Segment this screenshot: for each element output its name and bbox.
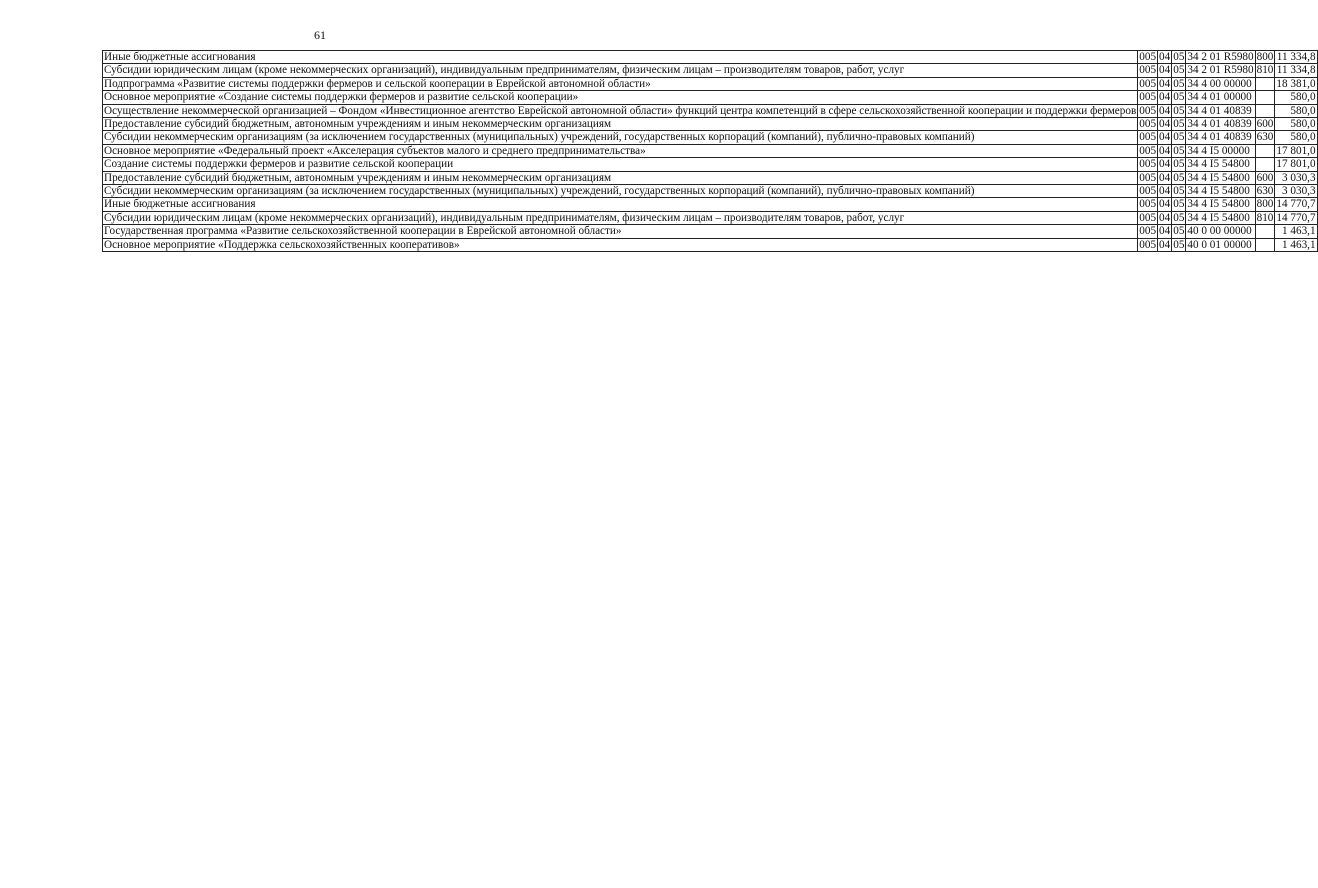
table-row bbox=[103, 91, 1318, 104]
target-article-code: 34 4 01 40839 bbox=[1186, 118, 1255, 131]
expense-type-code bbox=[1255, 77, 1275, 90]
ministry-code: 005 bbox=[1139, 225, 1157, 238]
ministry-code: 005 bbox=[1139, 144, 1157, 157]
target-article-code: 34 4 01 00000 bbox=[1186, 91, 1255, 104]
row-description: Основное мероприятие «Поддержка сельскохозяйственных кооперативов» bbox=[103, 238, 1138, 251]
amount: 3 030,3 bbox=[1275, 185, 1317, 198]
target-article-code: 40 0 00 00000 bbox=[1186, 225, 1255, 238]
subsection-code: 05 bbox=[1173, 118, 1185, 131]
expense-type-code: 810 bbox=[1256, 211, 1274, 224]
table-row bbox=[103, 198, 1318, 211]
page-number: 61 bbox=[314, 28, 326, 42]
expense-type-code: 630 bbox=[1256, 131, 1274, 144]
section-code: 04 bbox=[1159, 225, 1171, 238]
budget-table-body bbox=[103, 51, 1318, 252]
amount: 580,0 bbox=[1275, 131, 1317, 144]
section-code: 04 bbox=[1159, 91, 1171, 104]
budget-table bbox=[102, 50, 1318, 252]
table-row bbox=[103, 171, 1318, 184]
ministry-code: 005 bbox=[1139, 158, 1157, 171]
table-row bbox=[103, 185, 1318, 198]
table-row bbox=[103, 211, 1318, 224]
row-description: Предоставление субсидий бюджетным, автономным учреждениям и иным некоммерческим организациям bbox=[103, 171, 1138, 184]
ministry-code: 005 bbox=[1139, 64, 1157, 77]
section-code: 04 bbox=[1159, 144, 1171, 157]
target-article-code: 34 4 01 40839 bbox=[1186, 104, 1255, 117]
ministry-code: 005 bbox=[1139, 51, 1157, 63]
subsection-code: 05 bbox=[1173, 158, 1185, 171]
amount: 17 801,0 bbox=[1276, 158, 1316, 171]
section-code: 04 bbox=[1159, 104, 1171, 117]
table-row bbox=[103, 104, 1318, 117]
section-code: 04 bbox=[1159, 51, 1171, 63]
table-row bbox=[103, 64, 1318, 77]
section-code: 04 bbox=[1159, 171, 1171, 184]
target-article-code: 34 4 I5 54800 bbox=[1186, 171, 1255, 184]
row-description: Субсидии некоммерческим организациям (за исключением государственных (муниципальных) учреждений, государственных корпораций (компаний), публично-правовых компаний) bbox=[103, 131, 1138, 144]
table-row bbox=[103, 144, 1318, 157]
table-row bbox=[103, 158, 1318, 171]
table-row bbox=[103, 225, 1318, 238]
ministry-code: 005 bbox=[1139, 185, 1157, 198]
ministry-code: 005 bbox=[1139, 104, 1157, 117]
expense-type-code bbox=[1255, 91, 1275, 104]
subsection-code: 05 bbox=[1173, 131, 1185, 144]
row-description: Иные бюджетные ассигнования bbox=[103, 51, 1138, 64]
subsection-code: 05 bbox=[1173, 104, 1185, 117]
ministry-code: 005 bbox=[1139, 77, 1157, 90]
subsection-code: 05 bbox=[1173, 211, 1185, 224]
ministry-code: 005 bbox=[1139, 118, 1157, 131]
row-description: Иные бюджетные ассигнования bbox=[103, 198, 1138, 211]
target-article-code: 34 2 01 R5980 bbox=[1187, 64, 1254, 77]
expense-type-code bbox=[1255, 158, 1275, 171]
section-code: 04 bbox=[1159, 64, 1171, 77]
amount: 18 381,0 bbox=[1276, 77, 1316, 90]
ministry-code: 005 bbox=[1139, 211, 1157, 224]
target-article-code: 40 0 01 00000 bbox=[1186, 238, 1255, 251]
subsection-code: 05 bbox=[1173, 171, 1185, 184]
expense-type-code: 810 bbox=[1256, 64, 1274, 77]
amount: 14 770,7 bbox=[1276, 211, 1316, 224]
row-description: Субсидии юридическим лицам (кроме некоммерческих организаций), индивидуальным предпринимателям, физическим лицам – производителям товаров, работ, услуг bbox=[103, 64, 1138, 77]
expense-type-code: 600 bbox=[1256, 118, 1274, 131]
ministry-code: 005 bbox=[1139, 91, 1157, 104]
row-description: Основное мероприятие «Федеральный проект «Акселерация субъектов малого и среднего предпринимательства» bbox=[103, 144, 1138, 157]
target-article-code: 34 4 I5 54800 bbox=[1186, 185, 1255, 198]
section-code: 04 bbox=[1159, 198, 1171, 211]
amount: 11 334,8 bbox=[1276, 51, 1316, 63]
expense-type-code: 600 bbox=[1256, 171, 1274, 184]
section-code: 04 bbox=[1159, 211, 1171, 224]
ministry-code: 005 bbox=[1139, 131, 1157, 144]
target-article-code: 34 4 00 00000 bbox=[1186, 77, 1255, 90]
row-description: Создание системы поддержки фермеров и развитие сельской кооперации bbox=[103, 158, 1138, 171]
table-row bbox=[103, 51, 1318, 64]
target-article-code: 34 4 I5 00000 bbox=[1186, 144, 1255, 157]
subsection-code: 05 bbox=[1173, 198, 1185, 211]
subsection-code: 05 bbox=[1173, 185, 1185, 198]
table-row bbox=[103, 238, 1318, 251]
amount: 580,0 bbox=[1275, 104, 1317, 117]
section-code: 04 bbox=[1159, 158, 1171, 171]
expense-type-code: 800 bbox=[1256, 51, 1274, 63]
subsection-code: 05 bbox=[1173, 51, 1185, 63]
row-description: Подпрограмма «Развитие системы поддержки фермеров и сельской кооперации в Еврейской автономной области» bbox=[103, 77, 1138, 90]
amount: 580,0 bbox=[1275, 91, 1317, 104]
amount: 17 801,0 bbox=[1276, 144, 1316, 157]
table-row bbox=[103, 77, 1318, 90]
row-description: Осуществление некоммерческой организацией – Фондом «Инвестиционное агентство Еврейской автономной области» функций центра компетенций в сфере сельскохозяйственной кооперации и поддержки фермеров bbox=[104, 104, 1137, 117]
expense-type-code bbox=[1255, 104, 1275, 117]
target-article-code: 34 4 I5 54800 bbox=[1186, 198, 1255, 211]
row-description: Предоставление субсидий бюджетным, автономным учреждениям и иным некоммерческим организациям bbox=[103, 118, 1138, 131]
expense-type-code: 800 bbox=[1256, 198, 1274, 211]
subsection-code: 05 bbox=[1173, 225, 1185, 238]
section-code: 04 bbox=[1159, 77, 1171, 90]
row-description: Государственная программа «Развитие сельскохозяйственной кооперации в Еврейской автономной области» bbox=[103, 225, 1138, 238]
amount: 3 030,3 bbox=[1275, 171, 1317, 184]
amount: 580,0 bbox=[1275, 118, 1317, 131]
expense-type-code: 630 bbox=[1256, 185, 1274, 198]
amount: 1 463,1 bbox=[1275, 225, 1317, 238]
expense-type-code bbox=[1255, 225, 1275, 238]
expense-type-code bbox=[1255, 144, 1275, 157]
ministry-code: 005 bbox=[1139, 238, 1157, 251]
target-article-code: 34 4 I5 54800 bbox=[1186, 211, 1255, 224]
section-code: 04 bbox=[1159, 185, 1171, 198]
section-code: 04 bbox=[1159, 118, 1171, 131]
ministry-code: 005 bbox=[1139, 198, 1157, 211]
subsection-code: 05 bbox=[1173, 91, 1185, 104]
amount: 11 334,8 bbox=[1276, 64, 1316, 77]
subsection-code: 05 bbox=[1173, 238, 1185, 251]
table-row bbox=[103, 131, 1318, 144]
target-article-code: 34 4 01 40839 bbox=[1186, 131, 1255, 144]
amount: 14 770,7 bbox=[1276, 198, 1316, 211]
amount: 1 463,1 bbox=[1275, 238, 1317, 251]
subsection-code: 05 bbox=[1173, 77, 1185, 90]
section-code: 04 bbox=[1159, 131, 1171, 144]
target-article-code: 34 2 01 R5980 bbox=[1187, 51, 1254, 63]
subsection-code: 05 bbox=[1173, 64, 1185, 77]
table-row bbox=[103, 118, 1318, 131]
target-article-code: 34 4 I5 54800 bbox=[1186, 158, 1255, 171]
subsection-code: 05 bbox=[1173, 144, 1185, 157]
expense-type-code bbox=[1255, 238, 1275, 251]
ministry-code: 005 bbox=[1139, 171, 1157, 184]
row-description: Субсидии юридическим лицам (кроме некоммерческих организаций), индивидуальным предпринимателям, физическим лицам – производителям товаров, работ, услуг bbox=[103, 211, 1138, 224]
section-code: 04 bbox=[1159, 238, 1171, 251]
row-description: Основное мероприятие «Создание системы поддержки фермеров и развитие сельской кооперации» bbox=[103, 91, 1138, 104]
row-description: Субсидии некоммерческим организациям (за исключением государственных (муниципальных) учреждений, государственных корпораций (компаний), публично-правовых компаний) bbox=[103, 185, 1138, 198]
